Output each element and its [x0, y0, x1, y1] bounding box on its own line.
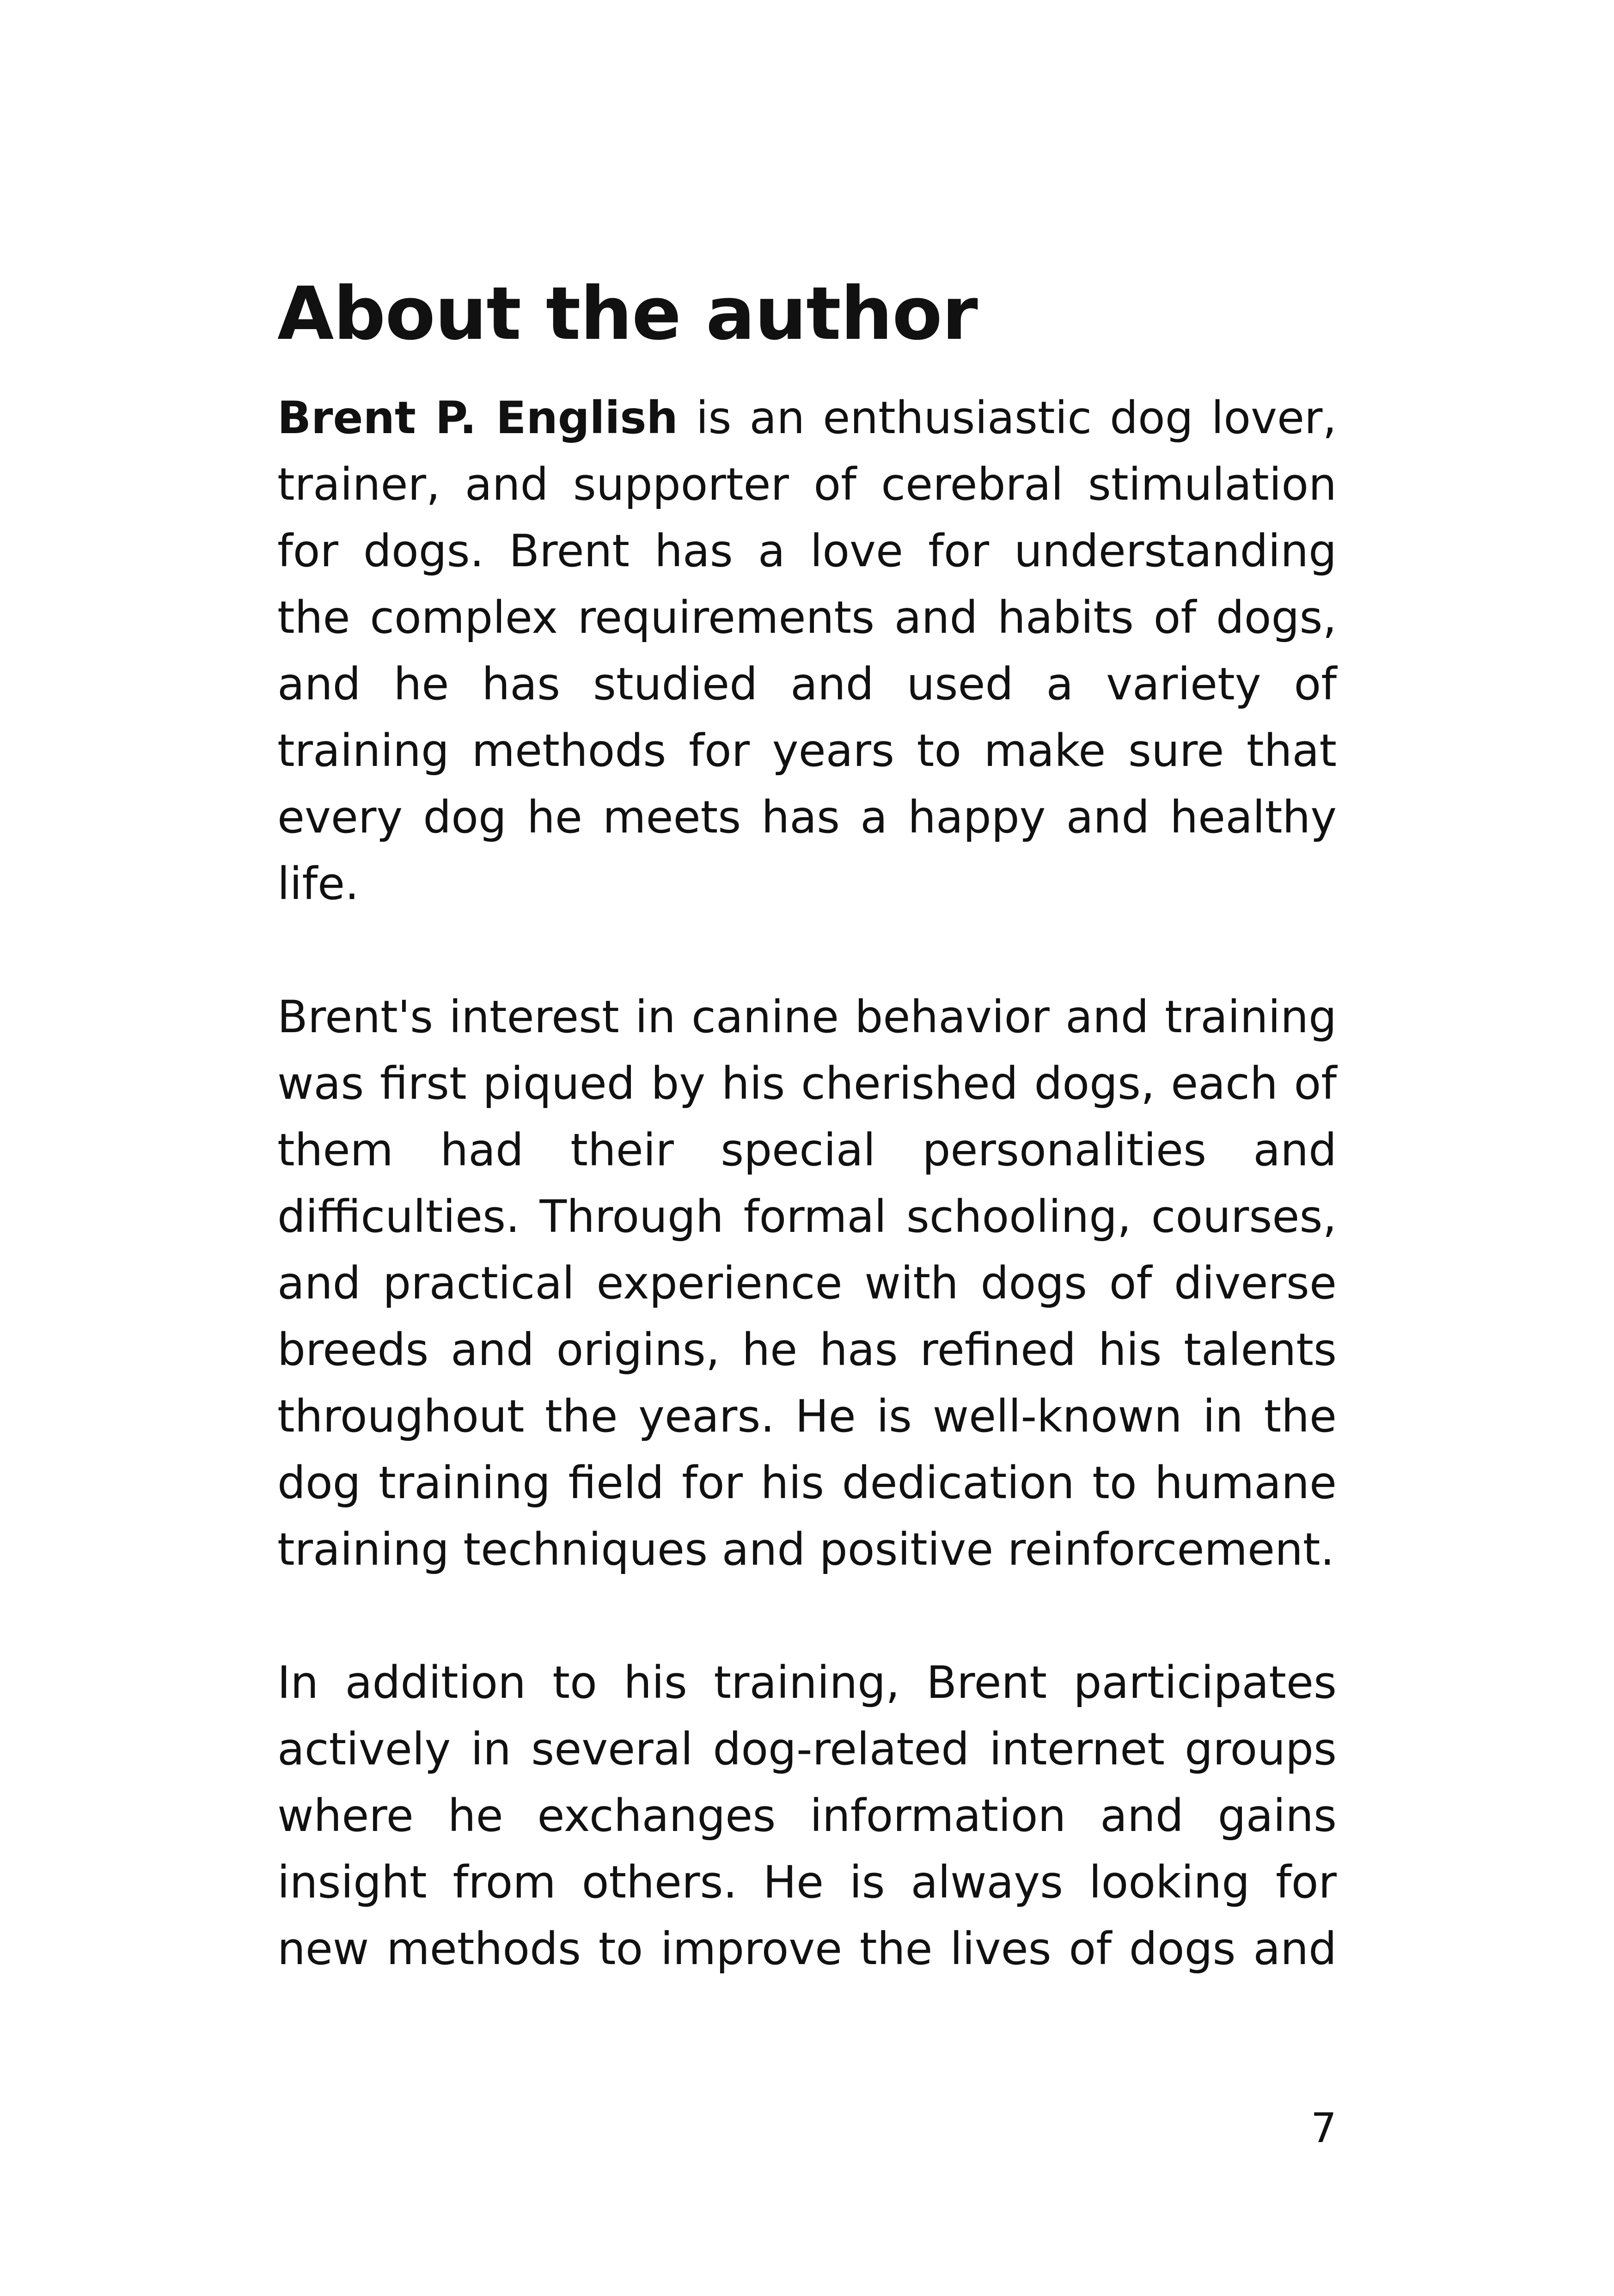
paragraph-intro — [277, 385, 1337, 917]
page-content — [277, 271, 1337, 1982]
paragraph-background: Brent's interest in canine behavior and training was first piqued by his cherished dogs, each of them had their special personalities and difficulties. Through formal schooling, courses, and practical experience with dogs of diverse breeds and origins, he has refined his talents throughout the years. He is well-known in the dog training field for his dedication to humane training techniques and positive reinforcement. — [277, 991, 1337, 1575]
intro-text: is an enthusiastic dog lover, trainer, and supporter of cerebral stimulation for dogs. Brent has a love for understanding the complex requirements and habits of dogs, and he has studied and used a variety of training methods for years to make sure that every dog he meets has a happy and healthy life. — [277, 392, 1337, 910]
page-number: 7 — [1311, 2104, 1337, 2152]
page-title: About the author — [277, 271, 978, 356]
paragraph-community: In addition to his training, Brent participates actively in several dog-related internet groups where he exchanges information and gains insight from others. He is always looking for new methods to improve the lives of dogs and — [277, 1657, 1337, 1975]
author-name: Brent P. English — [277, 392, 678, 444]
